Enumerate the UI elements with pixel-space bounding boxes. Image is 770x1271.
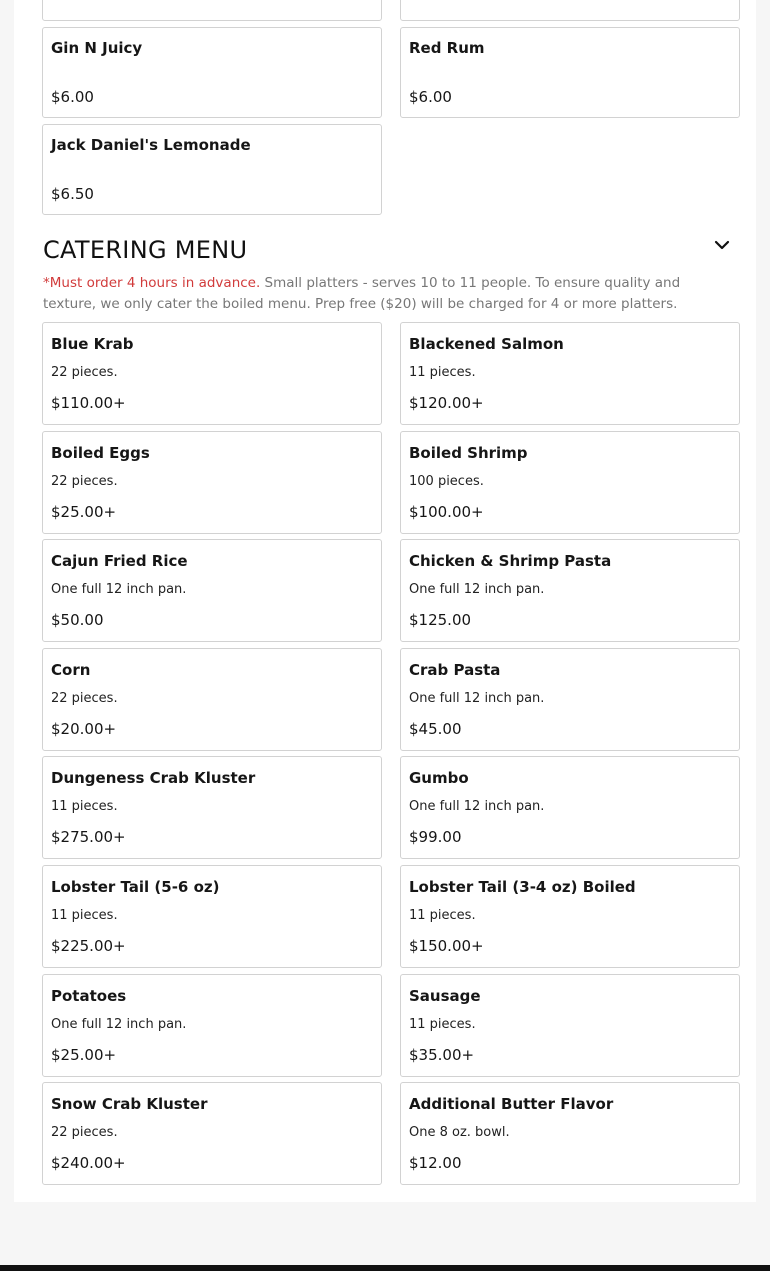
menu-item-price: $110.00+ xyxy=(51,394,126,412)
menu-item-price: $100.00+ xyxy=(409,502,484,521)
menu-item-card[interactable] xyxy=(400,648,740,751)
menu-item-name: Lobster Tail (5-6 oz) xyxy=(51,878,220,896)
section-title: CATERING MENU xyxy=(43,236,248,264)
menu-item-name: Sausage xyxy=(409,986,481,1005)
section-description xyxy=(43,273,737,315)
menu-item-price: $6.00 xyxy=(51,88,94,106)
menu-item-description: One full 12 inch pan. xyxy=(409,799,545,815)
menu-item-description: One full 12 inch pan. xyxy=(409,690,545,706)
menu-item-card[interactable] xyxy=(400,1082,740,1185)
menu-item-price: $275.00+ xyxy=(51,828,126,847)
menu-item-name: Boiled Shrimp xyxy=(409,443,528,462)
menu-item-name: Red Rum xyxy=(409,39,485,57)
menu-item-description: One 8 oz. bowl. xyxy=(409,1125,510,1141)
menu-item-price: $99.00 xyxy=(409,828,462,847)
menu-item-description: One full 12 inch pan. xyxy=(51,1016,187,1032)
menu-item-description: 22 pieces. xyxy=(51,473,118,489)
chevron-down-icon[interactable] xyxy=(713,238,731,252)
menu-item-card[interactable] xyxy=(42,539,382,642)
menu-item-name: Lobster Tail (3-4 oz) Boiled xyxy=(409,878,636,896)
menu-item-description: One full 12 inch pan. xyxy=(51,582,187,598)
menu-item-price: $6.00 xyxy=(409,88,452,106)
menu-item-name: Potatoes xyxy=(51,986,127,1005)
menu-item-price: $12.00 xyxy=(409,1154,462,1173)
footer-bar xyxy=(0,1265,770,1271)
menu-item-card[interactable] xyxy=(42,1082,382,1185)
menu-item-card[interactable] xyxy=(400,539,740,642)
menu-item-description: 100 pieces. xyxy=(409,473,484,489)
menu-item-name: Jack Daniel's Lemonade xyxy=(51,136,251,154)
menu-item-name: Corn xyxy=(51,660,91,679)
menu-item-description: One full 12 inch pan. xyxy=(409,582,545,598)
menu-item-name: Blue Krab xyxy=(51,335,134,353)
menu-item-price: $150.00+ xyxy=(409,937,484,955)
menu-item-description: 11 pieces. xyxy=(51,908,118,923)
menu-item-description: 11 pieces. xyxy=(51,799,118,815)
menu-item-card[interactable] xyxy=(42,322,382,425)
advance-order-warning: *Must order 4 hours in advance. xyxy=(43,275,261,291)
menu-item-card[interactable] xyxy=(400,865,740,968)
menu-item-name: Gin N Juicy xyxy=(51,39,143,57)
menu-item-card[interactable] xyxy=(400,27,740,118)
menu-item-name: Additional Butter Flavor xyxy=(409,1095,614,1114)
menu-item-card[interactable] xyxy=(400,0,740,21)
menu-item-name: Blackened Salmon xyxy=(409,335,564,353)
menu-item-name: Snow Crab Kluster xyxy=(51,1095,208,1114)
menu-item-name: Crab Pasta xyxy=(409,660,501,679)
menu-item-name: Gumbo xyxy=(409,769,469,788)
menu-item-price: $120.00+ xyxy=(409,394,484,412)
menu-item-description: 22 pieces. xyxy=(51,1125,118,1141)
menu-item-price: $240.00+ xyxy=(51,1154,126,1173)
menu-item-card[interactable] xyxy=(400,974,740,1077)
menu-item-card[interactable] xyxy=(42,27,382,118)
menu-item-card[interactable] xyxy=(400,756,740,859)
menu-item-price: $25.00+ xyxy=(51,1045,117,1064)
menu-item-description: 11 pieces. xyxy=(409,365,476,380)
menu-item-card[interactable] xyxy=(42,865,382,968)
menu-item-price: $225.00+ xyxy=(51,937,126,955)
menu-item-price: $45.00 xyxy=(409,719,462,738)
menu-item-card[interactable] xyxy=(42,974,382,1077)
menu-item-price: $50.00 xyxy=(51,611,104,630)
menu-item-price: $25.00+ xyxy=(51,502,117,521)
menu-item-price: $125.00 xyxy=(409,611,472,630)
menu-item-card[interactable] xyxy=(400,322,740,425)
menu-item-description: 11 pieces. xyxy=(409,1016,476,1032)
menu-item-price: $20.00+ xyxy=(51,719,117,738)
menu-item-price: $35.00+ xyxy=(409,1045,475,1064)
menu-item-card[interactable] xyxy=(42,431,382,534)
menu-item-name: Chicken & Shrimp Pasta xyxy=(409,552,612,571)
menu-item-card[interactable] xyxy=(42,648,382,751)
menu-item-name: Cajun Fried Rice xyxy=(51,552,188,571)
menu-item-card[interactable] xyxy=(42,124,382,215)
menu-item-name: Dungeness Crab Kluster xyxy=(51,769,256,788)
section-description-text: Small platters - serves 10 to 11 people. To ensure quality and texture, we only cater the boiled menu. Prep free ($20) will be charged for 4 or more platters. xyxy=(43,275,681,312)
menu-item-price: $6.50 xyxy=(51,185,94,203)
menu-item-card[interactable] xyxy=(42,0,382,21)
menu-item-card[interactable] xyxy=(42,756,382,859)
menu-item-description: 11 pieces. xyxy=(409,908,476,923)
menu-item-name: Boiled Eggs xyxy=(51,443,150,462)
menu-item-description: 22 pieces. xyxy=(51,365,118,380)
menu-item-card[interactable] xyxy=(400,431,740,534)
menu-item-description: 22 pieces. xyxy=(51,690,118,706)
